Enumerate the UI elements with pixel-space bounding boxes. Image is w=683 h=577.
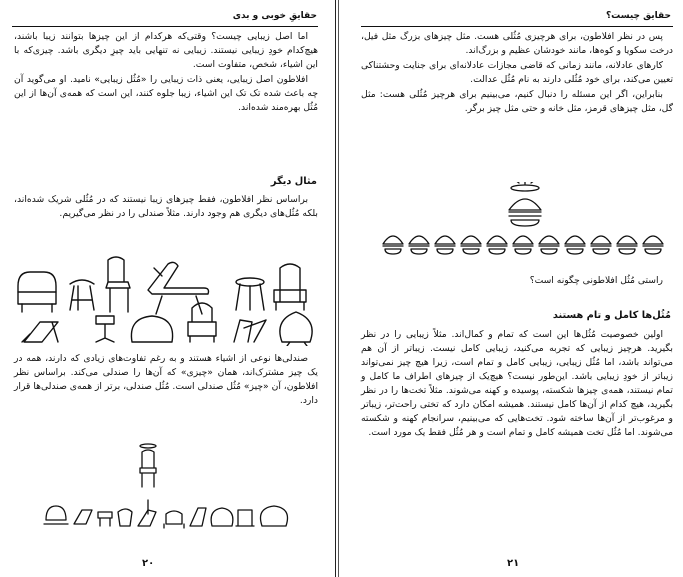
body-text [14,352,318,409]
paragraph: افلاطون اصل زیبایی، یعنی ذات زیبایی را «مُثُل زیبایی» نامید. او می‌گوید آن چه باعث شده تک تک این اشیاء، زیبا جلوه کنند، این است که همه‌ی آن‌ها از این مُثُل بهره‌مند شده‌اند. [14,74,318,113]
paragraph: اولین خصوصیت مُثُل‌ها این است که تمام و کمال‌اند. مثلاً زیبایی را در نظر بگیرید. هرچیز زیبایی که تجربه می‌کنید، زیبایی کامل نیست. زیباتر از آن هم می‌تواند باشد، اما مُثُل زیبایی، زیبایی کامل و تمام است، زیرا هیچ چیز نمی‌تواند زیباتر از خودِ زیبایی باشد. این‌طور نیست؟ هیچ‌یک از چیزهای اطراف ما کامل و تمام نیستند، همه‌ی چیزها شکسته، پوسیده و کهنه می‌شوند. مثلاً تخت‌ها را در نظر بگیرید، هیچ کدام از آن‌ها کامل نیستند. همیشه امکان دارد که تختی راحت‌تر، زیباتر و مرغوب‌تر از آن‌ها ساخته شود. تخت‌هایی که می‌بینیم، سرانجام کهنه و شکسته می‌شوند. اما مُثُل تخت همیشه کامل و تمام است و هر مُثُل فقط یک مورد است. [361,329,673,438]
page-number: ۲۰ [142,558,155,569]
section-title: مثال دیگر [270,176,317,187]
paragraph: بنابراین، اگر این مسئله را دنبال کنیم، می‌بینیم برای هرچیز مُثُلی هست: مثل گل، مثل چیزهای قرمز، مثل خانه و حتی مثل چیز برگر. [361,89,673,114]
running-head: حقایق چیست؟ [605,11,671,21]
left-page [0,0,336,577]
section-title: مُثُل‌ها کامل و تام هستند [552,310,671,321]
header-rule [12,26,318,27]
paragraph: کارهای عادلانه، مانند زمانی که قاضی مجازات عادلانه‌ای برای جنایت وحشتناکی تعیین می‌کند، برای خود مُثُلی دارند به نام مُثُل عدالت. [361,60,673,85]
body-text [14,193,318,222]
body-text [14,30,318,116]
paragraph: صندلی‌ها نوعی از اشیاء هستند و به رغم تفاوت‌های زیادی که دارند، همه در یک چیز مشترک‌اند، همان «چیزی» که آن‌ها را صندلی می‌کند. براساس نظر افلاطون، آن «چیز» مُثُل صندلی است. مُثُل صندلی، برتر از همه‌ی صندلی‌ها قرار دارد. [14,353,318,406]
page-number: ۲۱ [507,558,520,569]
paragraph: براساس نظر افلاطون، فقط چیزهای زیبا نیستند که در مُثُلی شریک شده‌اند، بلکه مُثُل‌های دیگری هم وجود دارند. مثلاً صندلی را در نظر می‌گیریم. [14,194,318,219]
caption-text: راستی مُثُل افلاطونی چگونه است؟ [529,275,663,286]
body-text [361,328,673,441]
running-head: حقایقِ خوبی و بدی [232,11,317,21]
caption [361,274,673,289]
header-rule [361,26,673,27]
ideal-chair-illustration [40,440,300,530]
chairs-illustration [12,246,322,346]
body-text [361,30,673,117]
burgers-illustration [379,182,669,262]
paragraph: اما اصل زیبایی چیست؟ وقتی‌که هرکدام از این چیزها بتوانند زیبا باشند، هیچ‌کدام خودِ زیبایی نیستند. زیبایی نه تنهایی باید چیزِ دیگری باشد. چیزی‌که با این اشیاء، شخص، متفاوت است. [14,31,318,70]
paragraph: پس در نظر افلاطون، برای هرچیزی مُثُلی هست. مثل چیزهای بزرگ مثل فیل، درخت سکویا و کوه‌ها، مانند خودشان عظیم و بزرگ‌اند. [361,31,673,56]
right-page [338,0,683,577]
